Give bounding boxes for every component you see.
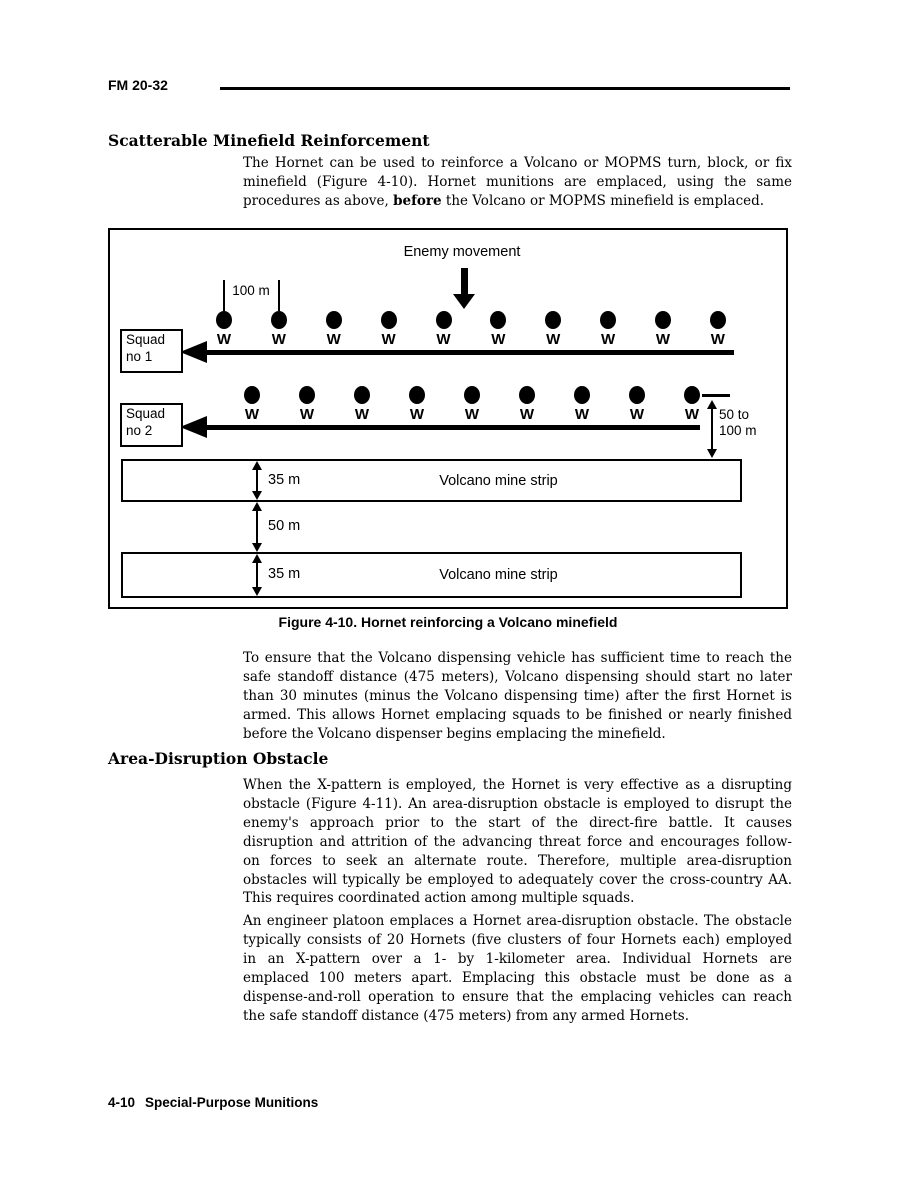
gap-50-100m-arrow-icon	[706, 400, 718, 458]
arrow-shaft	[256, 563, 258, 587]
arrow-shaft	[207, 350, 734, 355]
text-line: The Hornet can be used to reinforce a Volcano or MOPMS turn, block, or fix	[243, 155, 792, 171]
text-line: obstacles will typically be employed to adequately cover the cross-country AA.	[243, 871, 792, 888]
arrow-shaft	[256, 470, 258, 491]
hornet-dot-icon	[545, 311, 561, 329]
munition-letter: W	[684, 406, 700, 423]
gap-label-line1: 50 to	[719, 407, 750, 422]
hornet-dot-icon	[600, 311, 616, 329]
arrow-head-up	[252, 461, 262, 470]
arrow-shaft	[256, 511, 258, 543]
paragraph-area-disruption-2	[243, 912, 792, 1025]
spacing-tick-right	[278, 280, 280, 311]
gap-label-line2: 100 m	[719, 422, 757, 438]
squad1-label-line2: no 1	[126, 348, 153, 364]
volcano-strip-1-label: Volcano mine strip	[439, 472, 558, 489]
munition-letter: W	[491, 331, 506, 348]
text-line: minefield (Figure 4-10). Hornet munitions are emplaced, using the same	[243, 173, 792, 190]
hornet-dot-icon	[299, 386, 315, 404]
hornet-dot-icon	[684, 386, 700, 404]
munition-letter: W	[354, 406, 370, 423]
munition-letter: W	[710, 331, 725, 348]
arrow-head-up	[707, 400, 717, 409]
volcano-strip-1-box	[121, 459, 742, 502]
text-line: To ensure that the Volcano dispensing vehicle has sufficient time to reach the	[243, 650, 792, 666]
hornet-dot-icon	[216, 311, 232, 329]
munition-letter: W	[546, 331, 561, 348]
arrow-head-down	[707, 449, 717, 458]
munition-letter: W	[271, 331, 286, 348]
arrow-head-left	[180, 416, 207, 438]
hornet-dot-icon	[436, 311, 452, 329]
footer-page-number: 4-10	[108, 1095, 136, 1110]
strip-gap-arrow-icon	[251, 502, 263, 552]
munition-letter: W	[629, 406, 645, 423]
paragraph-area-disruption-1	[243, 776, 792, 908]
text-line: on forces to seek an alternate route. Therefore, multiple area-disruption	[243, 852, 792, 869]
arrow-head-down	[252, 543, 262, 552]
text-line: An engineer platoon emplaces a Hornet area-disruption obstacle. The obstacle	[243, 913, 792, 929]
arrow-head-down	[453, 294, 475, 309]
munition-letter: W	[381, 331, 396, 348]
strip-gap-label: 50 m	[268, 518, 301, 534]
munition-letter: W	[519, 406, 535, 423]
figure-4-10-diagram	[108, 228, 788, 609]
text-line: enemy's approach prior to the start of the direct-fire battle. It causes	[243, 814, 792, 831]
munition-letter: W	[244, 406, 260, 423]
arrow-shaft	[207, 425, 700, 430]
hornet-dot-icon	[381, 311, 397, 329]
arrow-head-down	[252, 587, 262, 596]
munition-letter: W	[464, 406, 480, 423]
footer-section-title: Special-Purpose Munitions	[145, 1095, 319, 1110]
squad1-box	[120, 329, 183, 373]
munition-letter: W	[299, 406, 315, 423]
text-line: disruption and attrition of the advancing threat force and encourages follow-	[243, 833, 792, 850]
hornet-dot-icon	[244, 386, 260, 404]
text-line: safe standoff distance (475 meters), Volcano dispensing should start no later	[243, 668, 792, 685]
text-line: the safe standoff distance (475 meters) from any armed Hornets.	[243, 1007, 690, 1024]
spacing-100m-label: 100 m	[232, 283, 270, 298]
arrow-head-left	[180, 341, 207, 363]
munition-letter: W	[409, 406, 425, 423]
header-doc-number: FM 20-32	[108, 77, 168, 93]
enemy-movement-label: Enemy movement	[403, 244, 521, 260]
volcano-strip-2-box	[121, 552, 742, 598]
text-line: When the X-pattern is employed, the Hornet is very effective as a disrupting	[243, 777, 792, 793]
text-line: before the Volcano dispenser begins emplacing the minefield.	[243, 725, 666, 742]
hornet-dot-icon	[409, 386, 425, 404]
squad1-direction-arrow	[180, 341, 734, 363]
figure-caption: Figure 4-10. Hornet reinforcing a Volcano minefield	[278, 614, 618, 630]
arrow-head-up	[252, 554, 262, 563]
hornet-dot-icon	[490, 311, 506, 329]
munition-letter: W	[601, 331, 616, 348]
arrow-shaft	[461, 268, 468, 294]
header-rule	[220, 87, 790, 90]
gap-reference-line	[702, 394, 730, 397]
squad2-label-line2: no 2	[126, 422, 153, 438]
munition-letter: W	[655, 331, 671, 348]
text-line: This requires coordinated action among multiple squads.	[243, 890, 635, 907]
munition-letter: W	[574, 406, 590, 423]
arrow-head-down	[252, 491, 262, 500]
text-line: than 30 minutes (minus the Volcano dispensing time) after the first Hornet is	[243, 687, 792, 704]
text-run: procedures as above,	[243, 192, 394, 209]
page-footer	[108, 1095, 318, 1110]
strip1-width-arrow-icon	[251, 461, 263, 500]
enemy-movement-arrow-icon	[453, 268, 475, 309]
text-line	[243, 192, 792, 211]
munition-letter: W	[326, 331, 341, 348]
paragraph-scatterable-2	[243, 649, 792, 744]
hornet-dot-icon	[629, 386, 645, 404]
text-line: emplaced 100 meters apart. Emplacing this obstacle must be done as a	[243, 969, 792, 986]
gap-50-100m-label	[719, 407, 757, 438]
text-line: armed. This allows Hornet emplacing squads to be finished or nearly finished	[243, 706, 792, 723]
strip2-width-arrow-icon	[251, 554, 263, 596]
squad2-direction-arrow	[180, 416, 700, 438]
section-heading-scatterable: Scatterable Minefield Reinforcement	[108, 131, 430, 150]
strip1-width-label: 35 m	[268, 472, 301, 488]
squad2-box	[120, 403, 183, 447]
strip2-width-label: 35 m	[268, 566, 301, 582]
hornet-dot-icon	[519, 386, 535, 404]
munition-letter: W	[436, 331, 451, 348]
squad2-label-line1: Squad	[126, 406, 166, 421]
volcano-strip-2-label: Volcano mine strip	[439, 567, 558, 583]
munition-letter: W	[216, 331, 232, 348]
hornet-dot-icon	[354, 386, 370, 404]
text-run: the Volcano or MOPMS minefield is emplaced.	[441, 192, 765, 209]
hornet-dot-icon	[655, 311, 671, 329]
paragraph-scatterable-1	[243, 154, 792, 211]
arrow-shaft	[711, 409, 713, 449]
text-line: in an X-pattern over a 1- by 1-kilometer area. Individual Hornets are	[243, 950, 792, 967]
section-heading-area-disruption: Area-Disruption Obstacle	[108, 749, 329, 768]
hornet-dot-icon	[464, 386, 480, 404]
squad1-label-line1: Squad	[126, 332, 166, 347]
hornet-dot-icon	[710, 311, 726, 329]
text-line: typically consists of 20 Hornets (five clusters of four Hornets each) employed	[243, 931, 792, 948]
arrow-head-up	[252, 502, 262, 511]
text-run-bold: before	[393, 192, 442, 209]
hornet-dot-icon	[326, 311, 342, 329]
hornet-dot-icon	[574, 386, 590, 404]
hornet-dot-icon	[271, 311, 287, 329]
text-line: dispense-and-roll operation to ensure that the emplacing vehicles can reach	[243, 988, 792, 1005]
text-line: obstacle (Figure 4-11). An area-disruption obstacle is employed to disrupt the	[243, 795, 792, 812]
